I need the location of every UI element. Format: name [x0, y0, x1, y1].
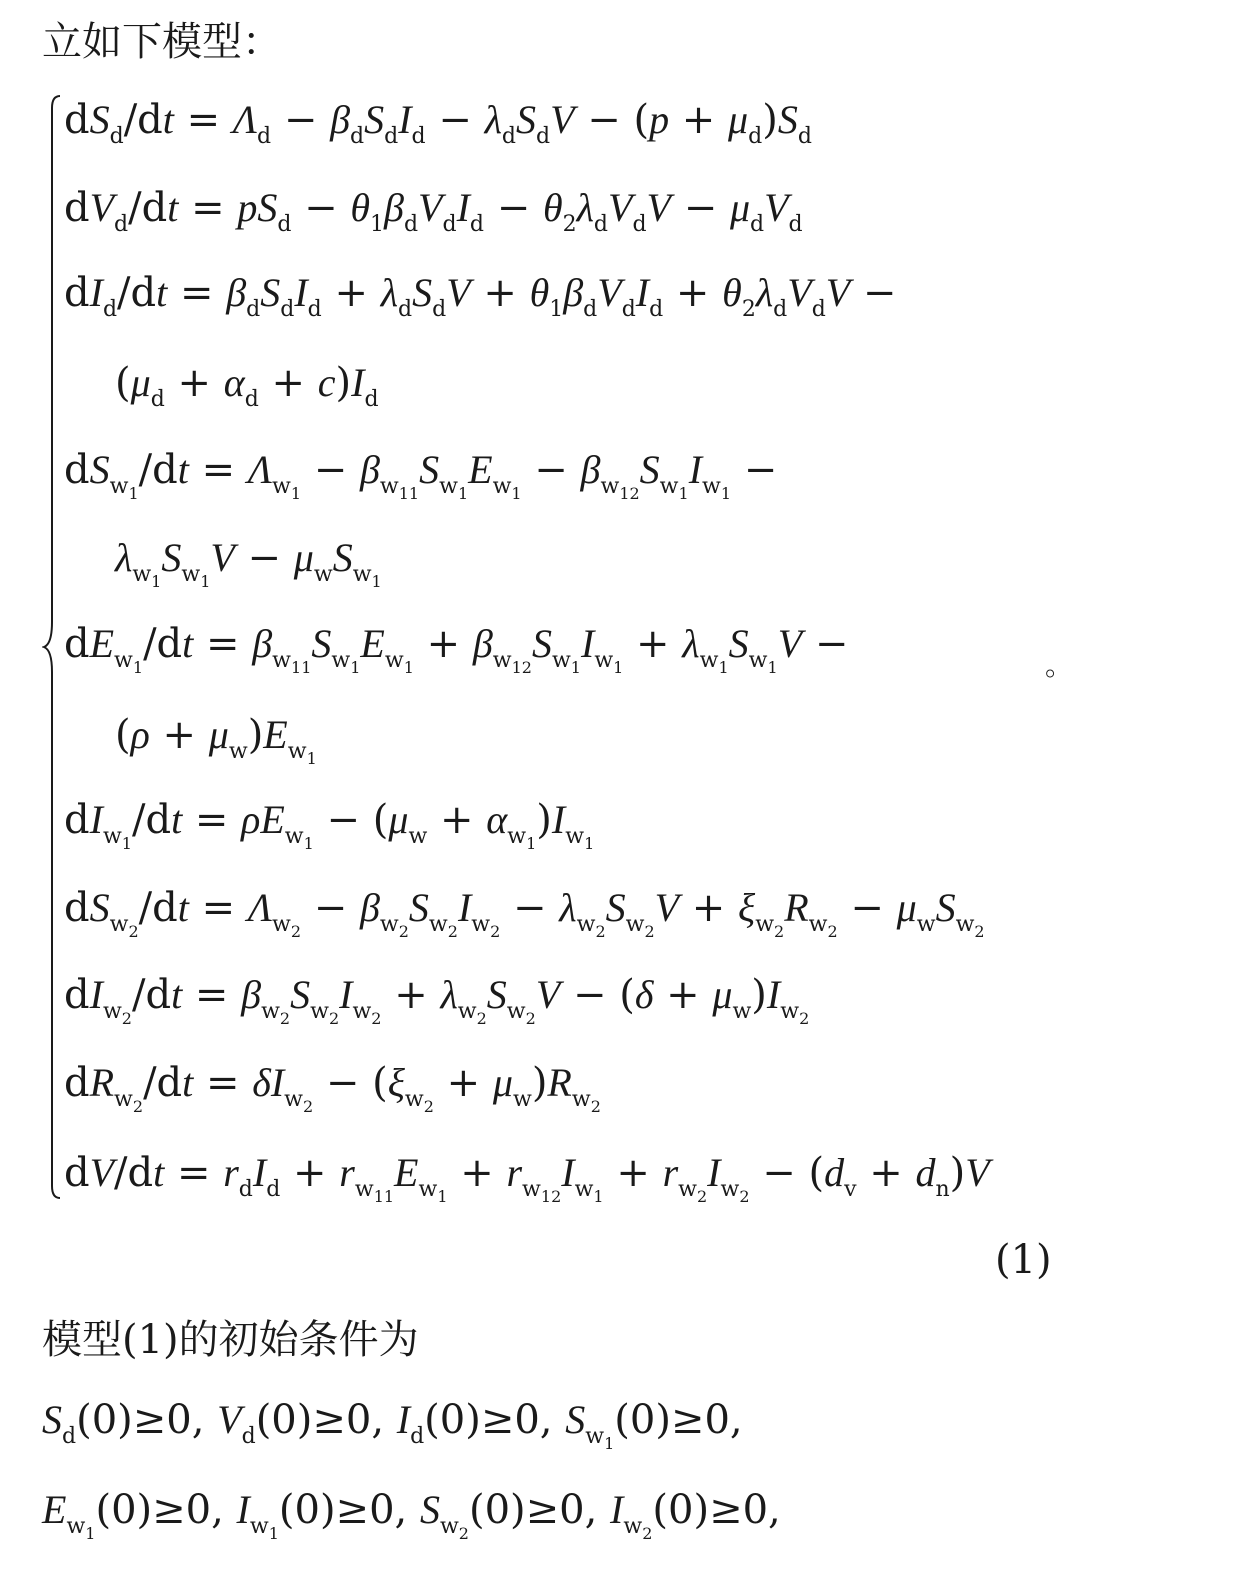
equation-dSw1: $dS_{w_1}/dt = \Lambda_{w_1} - \beta_{w_{11}}S_{w_1}E_{w_1} - \beta_{w_{12}}S_{w_1}I_{w_1}$ −: [64, 447, 778, 503]
equation-period: 。: [1045, 649, 1074, 682]
system-left-brace: [42, 92, 64, 1202]
equation-dIw1: $dI_{w_1}/dt = \rho E_{w_1} - (\mu_w + \alpha_{w_1})I_{w_1}$: [64, 797, 595, 853]
equation-dId-continued: $(\mu_d + \alpha_d + c)I_d$: [115, 360, 379, 412]
initial-conditions-line-1: $S_d(0)\ge 0$, $V_d(0)\ge 0$, $I_d(0)\ge 0$, $S_{w_1}(0)\ge 0$,: [42, 1397, 743, 1453]
initial-conditions-line-2: $E_{w_1}(0)\ge 0$, $I_{w_1}(0)\ge 0$, $S_{w_2}(0)\ge 0$, $I_{w_2}(0)\ge 0$,: [42, 1487, 781, 1543]
equation-dVd: $dV_d/dt = pS_d - \theta_1\beta_dV_dI_d - \theta_2\lambda_dV_dV - \mu_dV_d$: [64, 185, 803, 237]
equation-number: (1): [995, 1237, 1052, 1283]
equation-dIw2: $dI_{w_2}/dt = \beta_{w_2}S_{w_2}I_{w_2} + \lambda_{w_2}S_{w_2}V - (\delta + \mu_w)I_{w_2}$: [64, 972, 810, 1028]
equation-dRw2: $dR_{w_2}/dt = \delta I_{w_2} - (\xi_{w_2} + \mu_w)R_{w_2}$: [64, 1060, 601, 1116]
equation-dEw1-continued: $(\rho + \mu_w)E_{w_1}$: [115, 712, 317, 768]
equation-dSw1-continued: $\lambda_{w_1}S_{w_1}V - \mu_wS_{w_1}$: [115, 535, 382, 591]
intro-text: 立如下模型：: [42, 19, 282, 65]
conditions-intro: 模型(1)的初始条件为: [42, 1317, 419, 1363]
equation-dEw1: $dE_{w_1}/dt = \beta_{w_{11}}S_{w_1}E_{w_1} + \beta_{w_{12}}S_{w_1}I_{w_1} + \lambda_{w_1}S_{w_1}V$ −: [64, 621, 849, 677]
equation-dSw2: $dS_{w_2}/dt = \Lambda_{w_2} - \beta_{w_2}S_{w_2}I_{w_2} - \lambda_{w_2}S_{w_2}V + \xi_{w_2}R_{w_2} - \mu_wS_{w_2}$: [64, 885, 985, 941]
equation-dSd: $dS_d/dt = \Lambda_d - \beta_dS_dI_d - \lambda_dS_dV - (p + \mu_d)S_d$: [64, 97, 812, 149]
equation-dV: $dV/dt = r_dI_d + r_{w_{11}}E_{w_1} + r_{w_{12}}I_{w_1} + r_{w_2}I_{w_2} - (d_v + d_n)V$: [64, 1150, 990, 1206]
equation-dId: $dI_d/dt = \beta_dS_dI_d + \lambda_dS_dV + \theta_1\beta_dV_dI_d + \theta_2\lambda_dV_dV$ −: [64, 270, 897, 322]
